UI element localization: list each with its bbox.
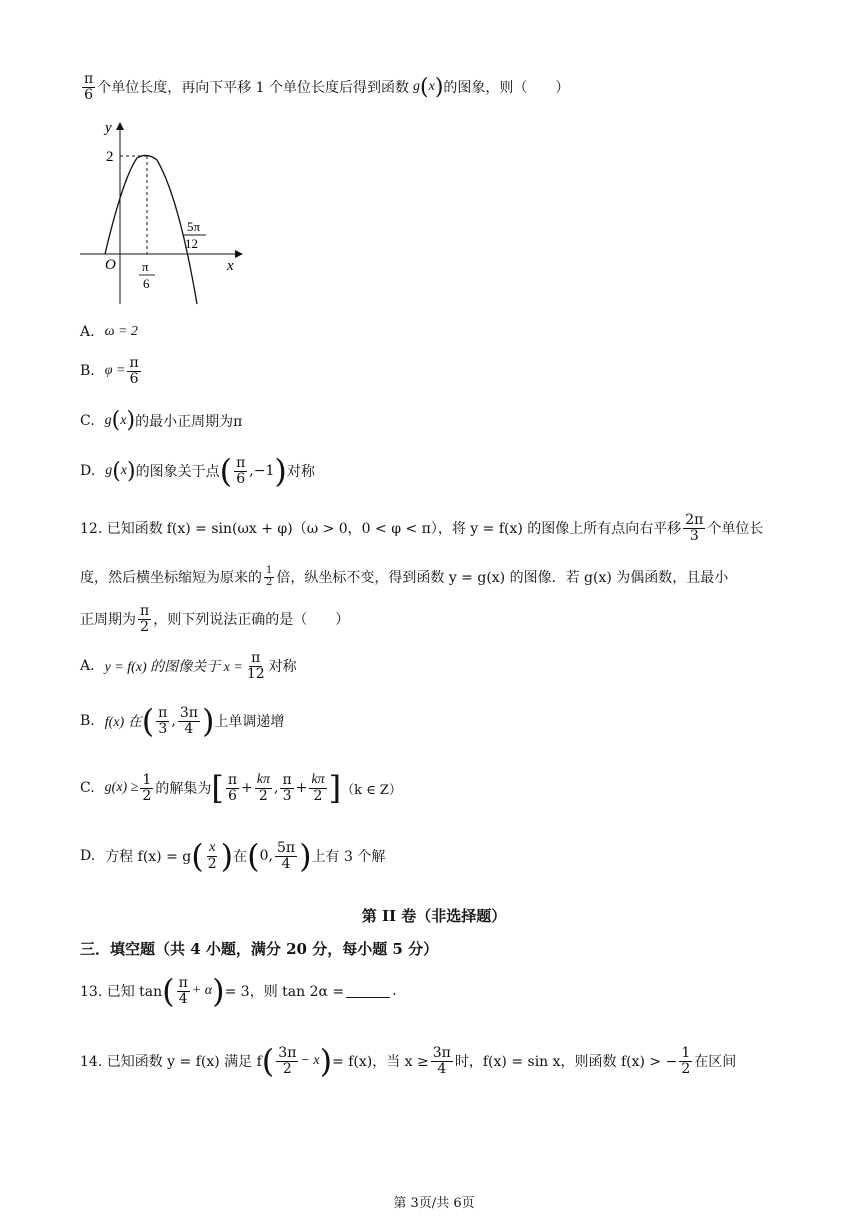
- q11-option-d: D. g ( x ) 的图象关于点 ( $\frac{\pi}{6}$ ,−1 ) 对称: [80, 452, 315, 490]
- fraction: $\frac{\pi}{3}$: [158, 704, 168, 737]
- fraction: $\frac{\pi}{6}$: [227, 771, 238, 804]
- section3-heading: 三．填空题（共 4 小题，满分 20 分，每小题 5 分）: [80, 940, 439, 958]
- y-axis-label: y: [105, 120, 112, 136]
- fraction: $\frac{\pi}{2}$: [140, 603, 150, 635]
- fraction: $\frac{k\pi}{2}$: [256, 771, 270, 804]
- fraction: $\frac{x}{2}$: [207, 839, 217, 872]
- y-axis-arrow: [116, 122, 124, 130]
- q11-function-graph: [75, 118, 245, 308]
- q12-option-a: A. y = f(x) 的图像关于 x = $\frac{\pi}{12}$ 对称: [80, 650, 297, 682]
- fraction: $\frac{1}{2}$: [266, 565, 273, 588]
- q12-stem-line3: 正周期为 $\frac{\pi}{2}$ ，则下列说法正确的是（ ）: [80, 603, 350, 635]
- q14-line: 14. 已知函数 y = f(x) 满足 f ( $\frac{3\pi}{2}$ − x ) = f(x)，当 x ≥ $\frac{3\pi}{4}$ 时，f(x) = sin x，则函数 f(x) > − $\frac{1}{2}$ 在区间: [80, 1042, 737, 1080]
- q11-option-c: C. g ( x ) 的最小正周期为π: [80, 408, 243, 433]
- q12-stem-line1: 12. 已知函数 f(x) = sin(ωx + φ)（ω > 0，0 < φ < π），将 y = f(x) 的图像上所有点向右平移 $\frac{2\pi}{3}$ 个单位长: [80, 512, 764, 544]
- fraction: $\frac{3\pi}{4}$: [432, 1044, 451, 1077]
- q11-option-b: B. φ = $\frac{\pi}{6}$: [80, 355, 139, 387]
- fraction: $\frac{5\pi}{4}$: [276, 839, 296, 872]
- fraction: $\frac{k\pi}{2}$: [311, 771, 325, 804]
- section-title: 第 II 卷（非选择题）: [361, 907, 507, 925]
- fraction: $\frac{3\pi}{4}$: [179, 704, 198, 737]
- q12-option-b: B. f(x) 在 ( $\frac{\pi}{3}$ , $\frac{3\pi}{4}$ ) 上单调递增: [80, 702, 285, 740]
- x-axis-arrow: [235, 250, 243, 258]
- fraction: $\frac{\pi}{6}$: [129, 355, 139, 387]
- tick-5pi12-den: 12: [185, 236, 198, 251]
- x-axis-label: x: [227, 258, 234, 274]
- q11-intro-line: $\frac{\pi}{6}$ 个单位长度，再向下平移 1 个单位长度后得到函数 g ( x ) 的图象，则（ ）: [84, 71, 570, 103]
- fraction: $\frac{\pi}{12}$: [246, 650, 265, 682]
- q11-intro-text: 个单位长度，再向下平移 1 个单位长度后得到函数: [97, 80, 410, 97]
- tick-5pi12-num: 5π: [187, 219, 201, 234]
- fraction: $\frac{\pi}{3}$: [282, 771, 292, 804]
- q13-line: 13. 已知 tan ( $\frac{\pi}{4}$ + α ) = 3，则 tan 2α = .: [80, 972, 397, 1010]
- page-footer: 第 3页/共 6页: [393, 1196, 475, 1211]
- fraction: $\frac{\pi}{4}$: [178, 974, 188, 1007]
- max-value-label: 2: [106, 149, 114, 165]
- fraction: $\frac{\pi}{6}$: [236, 454, 246, 487]
- fraction: $\frac{3\pi}{2}$: [278, 1044, 297, 1077]
- answer-blank: [346, 985, 390, 998]
- sine-curve: [105, 155, 197, 304]
- fraction: $\frac{\pi}{6}$: [84, 71, 94, 103]
- tick-pi6-den: 6: [143, 276, 150, 291]
- fraction: $\frac{1}{2}$: [681, 1044, 691, 1077]
- q11-option-a: A. ω = 2: [80, 324, 138, 340]
- tick-pi6-num: π: [142, 259, 149, 274]
- fraction: $\frac{1}{2}$: [142, 771, 152, 804]
- origin-label: O: [105, 257, 116, 273]
- fraction: $\frac{2\pi}{3}$: [685, 512, 704, 544]
- q12-option-d: D. 方程 f(x) = g ( $\frac{x}{2}$ ) 在 ( 0, $\frac{5\pi}{4}$ ) 上有 3 个解: [80, 837, 386, 875]
- q12-option-c: C. g(x) ≥ $\frac{1}{2}$ 的解集为 [ $\frac{\pi}{6}$ + $\frac{k\pi}{2}$ , $\frac{\pi}{3}$ + $\frac{k\pi}{2}$ ] （k ∈ Z）: [80, 769, 402, 807]
- q12-stem-line2: 度，然后横坐标缩短为原来的 $\frac{1}{2}$ 倍，纵坐标不变，得到函数 y = g(x) 的图像．若 g(x) 为偶函数，且最小: [80, 565, 729, 588]
